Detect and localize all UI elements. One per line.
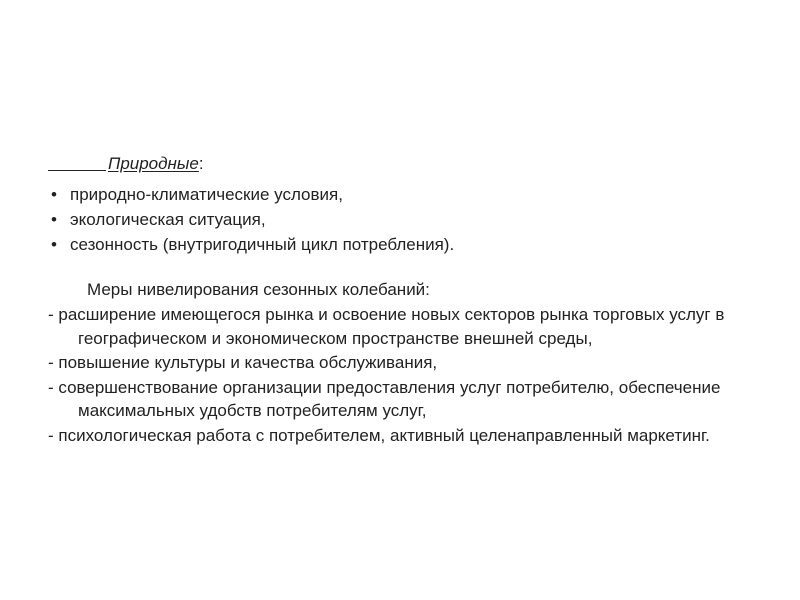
slide-content	[48, 152, 748, 448]
measures-list	[48, 303, 748, 447]
measure-item: - совершенствование организации предоставления услуг потребителю, обеспечение максимальных удобств потребителям услуг,	[48, 377, 721, 420]
list-item	[48, 208, 748, 233]
heading-blank-underline	[48, 170, 106, 171]
factors-heading	[48, 152, 748, 176]
bullet-icon: •	[51, 209, 57, 229]
list-item-text: природно-климатические условия,	[70, 184, 343, 204]
list-item-text: сезонность (внутригодичный цикл потребления).	[70, 234, 455, 254]
measure-item: - повышение культуры и качества обслуживания,	[48, 353, 438, 372]
measure-item: - психологическая работа с потребителем, активный целенаправленный маркетинг.	[48, 425, 710, 445]
measure-item: - расширение имеющегося рынка и освоение новых секторов рынка торговых услуг в географическом и экономическом пространстве внешней среды,	[48, 305, 725, 348]
heading-label: Природные	[108, 154, 199, 173]
heading-colon: :	[198, 154, 204, 173]
measures-title: Меры нивелирования сезонных колебаний:	[87, 279, 430, 299]
list-item	[48, 183, 748, 208]
spacer	[48, 258, 748, 278]
list-item	[48, 233, 748, 258]
bullet-icon: •	[51, 184, 57, 204]
natural-factors-list	[48, 183, 748, 258]
list-item-text: экологическая ситуация,	[70, 209, 266, 229]
bullet-icon: •	[51, 234, 57, 254]
